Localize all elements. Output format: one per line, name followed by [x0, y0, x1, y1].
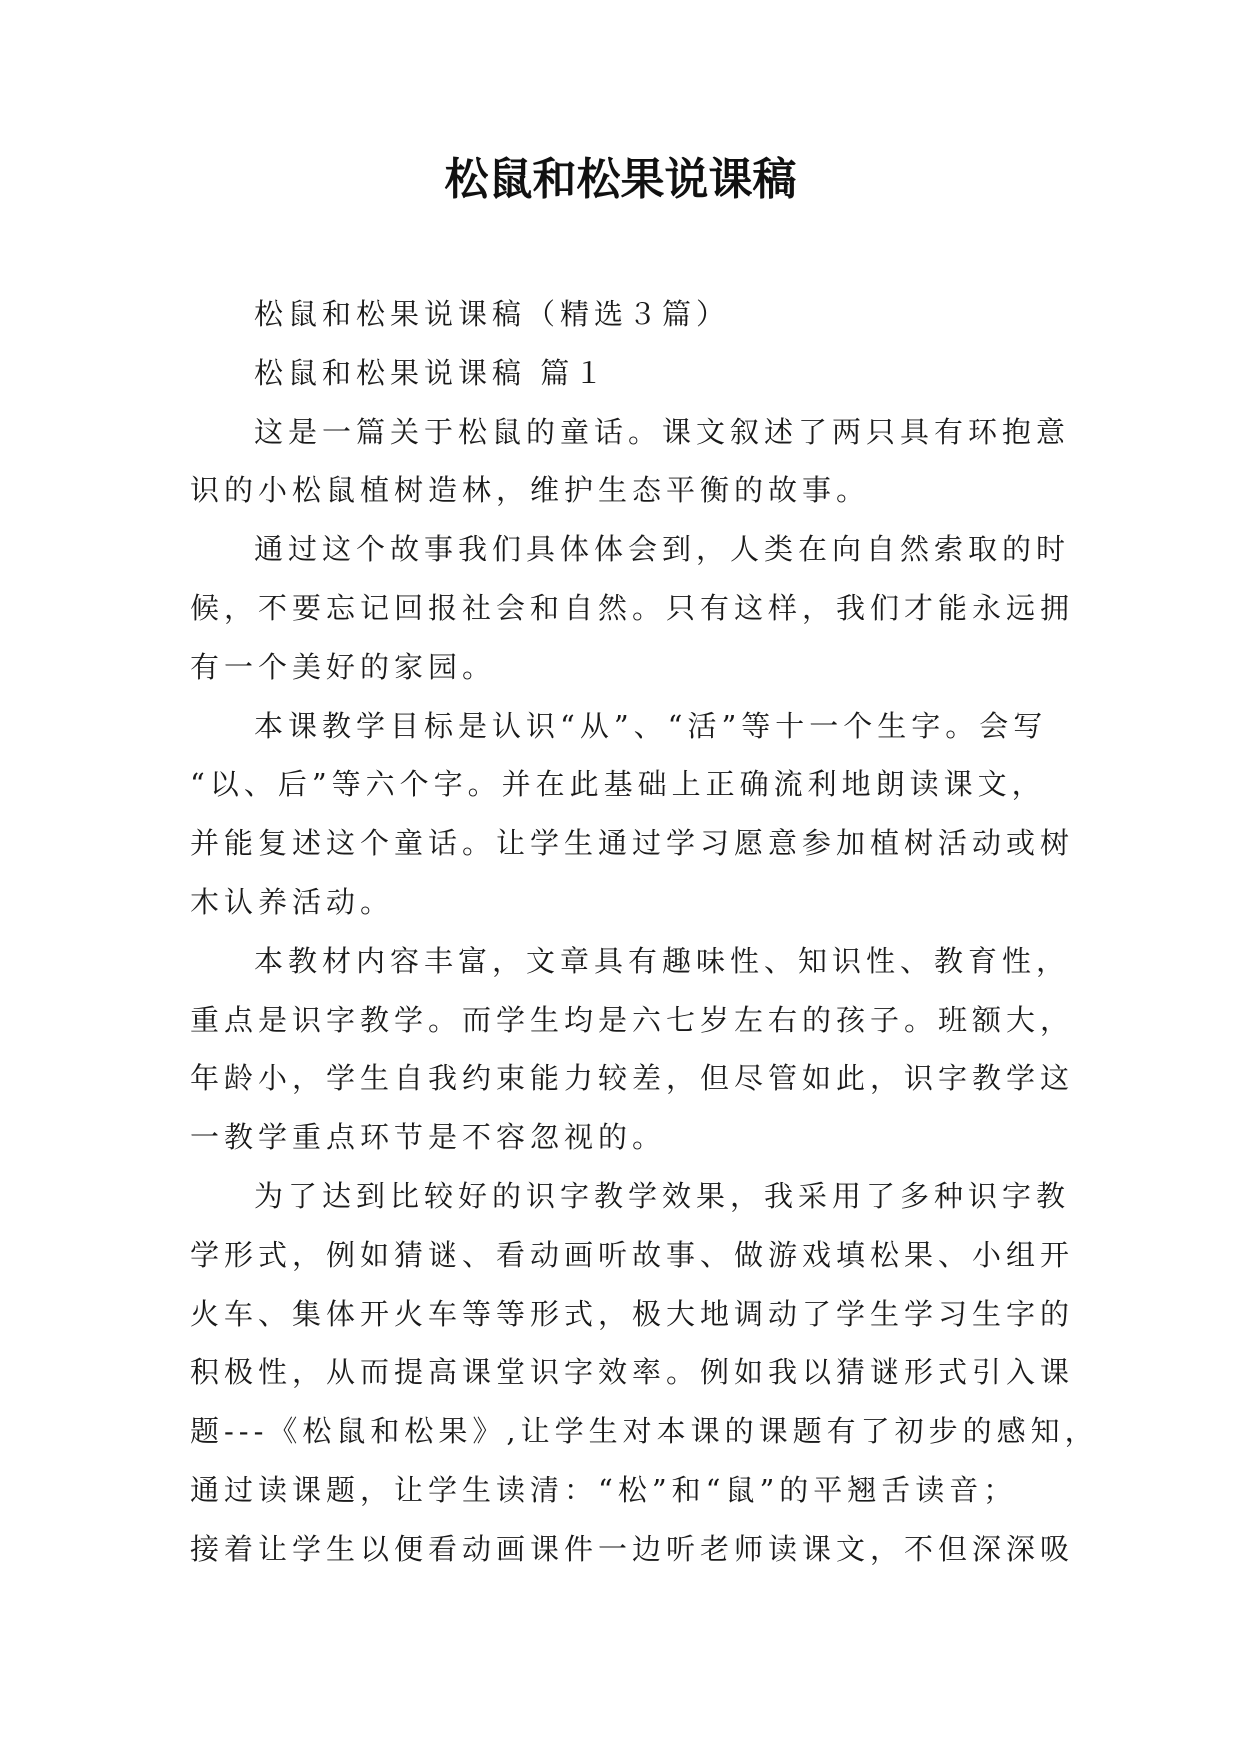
body-line: 年龄小，学生自我约束能力较差，但尽管如此，识字教学这 [190, 1061, 1075, 1096]
body-line: 候，不要忘记回报社会和自然。只有这样，我们才能永远拥 [190, 590, 1075, 625]
body-line: 松鼠和松果说课稿 篇１ [254, 355, 609, 390]
body-line: 松鼠和松果说课稿（精选３篇） [254, 297, 731, 331]
body-line: 一教学重点环节是不容忽视的。 [190, 1120, 667, 1155]
body-line: 这是一篇关于松鼠的童话。课文叙述了两只具有环抱意 [254, 414, 1071, 449]
body-line: “以、后”等六个字。并在此基础上正确流利地朗读课文， [190, 767, 1046, 802]
body-line: 通过这个故事我们具体体会到，人类在向自然索取的时 [254, 532, 1071, 567]
body-line: 本课教学目标是认识“从”、“活”等十一个生字。会写 [254, 708, 1048, 743]
body-line: 有一个美好的家园。 [190, 649, 497, 684]
body-line: 学形式，例如猜谜、看动画听故事、做游戏填松果、小组开 [190, 1237, 1075, 1272]
body-line: 为了达到比较好的识字教学效果，我采用了多种识字教 [254, 1178, 1071, 1213]
body-line: 本教材内容丰富，文章具有趣味性、知识性、教育性， [254, 943, 1071, 978]
body-line: 题---《松鼠和松果》,让学生对本课的课题有了初步的感知， [190, 1414, 1099, 1449]
document-body [190, 285, 1099, 1579]
body-line: 并能复述这个童话。让学生通过学习愿意参加植树活动或树 [190, 826, 1075, 861]
body-line: 积极性，从而提高课堂识字效率。例如我以猜谜形式引入课 [190, 1355, 1075, 1390]
body-line: 火车、集体开火车等等形式，极大地调动了学生学习生字的 [190, 1296, 1075, 1331]
document-title: 松鼠和松果说课稿 [444, 154, 797, 205]
body-line: 木认养活动。 [190, 884, 395, 919]
body-line: 通过读课题，让学生读清：“松”和“鼠”的平翘舌读音； [190, 1472, 1018, 1507]
body-line: 识的小松鼠植树造林，维护生态平衡的故事。 [190, 473, 871, 508]
body-line: 接着让学生以便看动画课件一边听老师读课文，不但深深吸 [190, 1531, 1075, 1566]
body-line: 重点是识字教学。而学生均是六七岁左右的孩子。班额大， [190, 1002, 1075, 1037]
